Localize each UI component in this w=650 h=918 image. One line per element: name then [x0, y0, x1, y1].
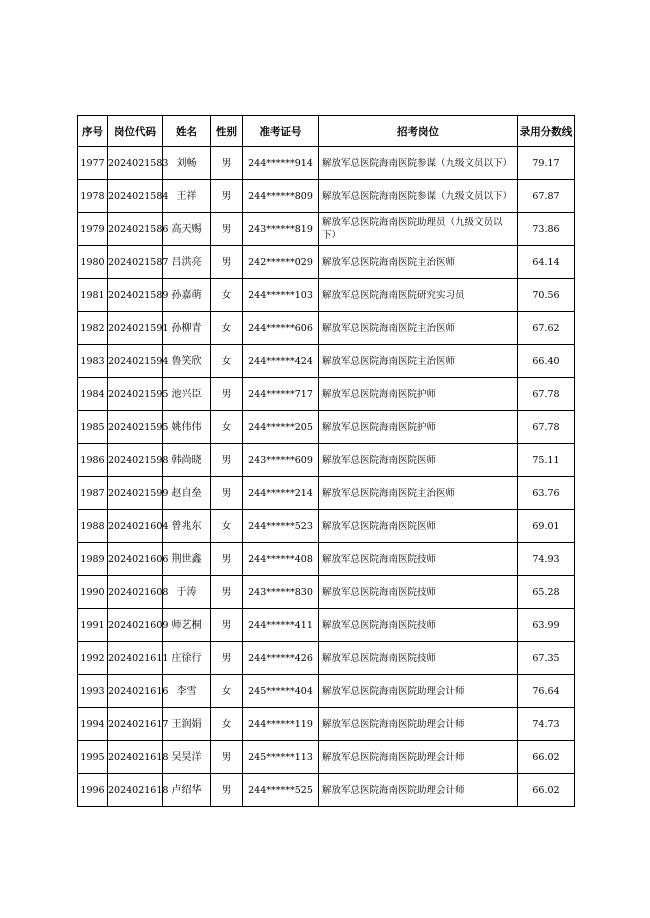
cell-score: 70.56	[518, 279, 575, 312]
cell-gender: 男	[211, 246, 243, 279]
cell-score: 64.14	[518, 246, 575, 279]
cell-gender: 男	[211, 213, 243, 246]
cell-gender: 男	[211, 774, 243, 807]
cell-name: 王润娟	[163, 708, 211, 741]
header-gender: 性别	[211, 116, 243, 147]
cell-position: 解放军总医院海南医院助理会计师	[319, 741, 518, 774]
cell-exam-id: 244******408	[243, 543, 319, 576]
cell-position-code: 2024021606	[108, 543, 163, 576]
table-row	[78, 774, 575, 807]
cell-gender: 女	[211, 510, 243, 543]
cell-gender: 女	[211, 708, 243, 741]
cell-index: 1978	[78, 180, 108, 213]
cell-score: 66.40	[518, 345, 575, 378]
table-row	[78, 411, 575, 444]
cell-position-code: 2024021616	[108, 675, 163, 708]
table-row	[78, 675, 575, 708]
cell-position: 解放军总医院海南医院技师	[319, 576, 518, 609]
cell-position-code: 2024021609	[108, 609, 163, 642]
cell-exam-id: 243******819	[243, 213, 319, 246]
cell-exam-id: 244******426	[243, 642, 319, 675]
cell-exam-id: 243******830	[243, 576, 319, 609]
table-row	[78, 477, 575, 510]
cell-score: 73.86	[518, 213, 575, 246]
cell-index: 1982	[78, 312, 108, 345]
cell-score: 74.93	[518, 543, 575, 576]
cell-position: 解放军总医院海南医院医师	[319, 510, 518, 543]
cell-position-code: 2024021591	[108, 312, 163, 345]
cell-index: 1996	[78, 774, 108, 807]
cell-score: 66.02	[518, 741, 575, 774]
cell-score: 66.02	[518, 774, 575, 807]
cell-index: 1994	[78, 708, 108, 741]
cell-position-code: 2024021598	[108, 444, 163, 477]
table-row	[78, 510, 575, 543]
cell-name: 孙嘉萌	[163, 279, 211, 312]
cell-name: 刘畅	[163, 147, 211, 180]
cell-exam-id: 244******103	[243, 279, 319, 312]
cell-position-code: 2024021589	[108, 279, 163, 312]
cell-name: 赵自垒	[163, 477, 211, 510]
cell-position: 解放军总医院海南医院主治医师	[319, 477, 518, 510]
cell-gender: 女	[211, 312, 243, 345]
cell-score: 67.78	[518, 411, 575, 444]
cell-score: 75.11	[518, 444, 575, 477]
cell-position-code: 2024021595	[108, 378, 163, 411]
header-position-code: 岗位代码	[108, 116, 163, 147]
cell-name: 庄徐行	[163, 642, 211, 675]
cell-gender: 男	[211, 147, 243, 180]
cell-exam-id: 245******404	[243, 675, 319, 708]
table-row	[78, 741, 575, 774]
cell-gender: 男	[211, 378, 243, 411]
table-row	[78, 147, 575, 180]
cell-exam-id: 244******411	[243, 609, 319, 642]
table-header	[78, 116, 575, 147]
cell-gender: 男	[211, 444, 243, 477]
cell-index: 1987	[78, 477, 108, 510]
cell-name: 吕洪亮	[163, 246, 211, 279]
cell-name: 李雪	[163, 675, 211, 708]
cell-gender: 男	[211, 180, 243, 213]
header-position: 招考岗位	[319, 116, 518, 147]
cell-name: 师艺桐	[163, 609, 211, 642]
cell-exam-id: 244******717	[243, 378, 319, 411]
cell-gender: 男	[211, 576, 243, 609]
cell-exam-id: 244******424	[243, 345, 319, 378]
cell-position-code: 2024021583	[108, 147, 163, 180]
cell-gender: 男	[211, 543, 243, 576]
cell-gender: 女	[211, 675, 243, 708]
results-table	[77, 115, 575, 807]
cell-score: 67.78	[518, 378, 575, 411]
cell-index: 1991	[78, 609, 108, 642]
cell-name: 孙柳青	[163, 312, 211, 345]
header-index: 序号	[78, 116, 108, 147]
cell-exam-id: 244******119	[243, 708, 319, 741]
header-exam-id: 准考证号	[243, 116, 319, 147]
cell-position: 解放军总医院海南医院助理员（九级文员以下）	[319, 213, 518, 246]
cell-name: 卢绍华	[163, 774, 211, 807]
table-row	[78, 576, 575, 609]
cell-index: 1984	[78, 378, 108, 411]
cell-exam-id: 242******029	[243, 246, 319, 279]
header-name: 姓名	[163, 116, 211, 147]
cell-position-code: 2024021604	[108, 510, 163, 543]
cell-position-code: 2024021617	[108, 708, 163, 741]
cell-position: 解放军总医院海南医院技师	[319, 543, 518, 576]
cell-position: 解放军总医院海南医院技师	[319, 642, 518, 675]
cell-gender: 男	[211, 642, 243, 675]
cell-index: 1986	[78, 444, 108, 477]
cell-gender: 男	[211, 609, 243, 642]
table-row	[78, 378, 575, 411]
cell-exam-id: 244******809	[243, 180, 319, 213]
cell-name: 于涛	[163, 576, 211, 609]
table-row	[78, 609, 575, 642]
table-row	[78, 543, 575, 576]
cell-score: 67.87	[518, 180, 575, 213]
cell-gender: 女	[211, 279, 243, 312]
cell-position: 解放军总医院海南医院参谋（九级文员以下）	[319, 180, 518, 213]
header-score: 录用分数线	[518, 116, 575, 147]
cell-position-code: 2024021618	[108, 774, 163, 807]
cell-index: 1995	[78, 741, 108, 774]
cell-position: 解放军总医院海南医院助理会计师	[319, 675, 518, 708]
cell-index: 1989	[78, 543, 108, 576]
cell-score: 76.64	[518, 675, 575, 708]
cell-exam-id: 243******609	[243, 444, 319, 477]
table-row	[78, 444, 575, 477]
cell-position-code: 2024021584	[108, 180, 163, 213]
cell-position: 解放军总医院海南医院研究实习员	[319, 279, 518, 312]
cell-position: 解放军总医院海南医院护师	[319, 411, 518, 444]
cell-index: 1981	[78, 279, 108, 312]
cell-name: 鲁笑欣	[163, 345, 211, 378]
table-body	[78, 147, 575, 807]
cell-score: 69.01	[518, 510, 575, 543]
cell-position-code: 2024021595	[108, 411, 163, 444]
cell-position: 解放军总医院海南医院参谋（九级文员以下）	[319, 147, 518, 180]
cell-exam-id: 244******525	[243, 774, 319, 807]
cell-exam-id: 245******113	[243, 741, 319, 774]
cell-name: 王祥	[163, 180, 211, 213]
table-row	[78, 345, 575, 378]
table-row	[78, 279, 575, 312]
cell-index: 1983	[78, 345, 108, 378]
cell-name: 吴昊洋	[163, 741, 211, 774]
cell-index: 1990	[78, 576, 108, 609]
cell-score: 79.17	[518, 147, 575, 180]
cell-score: 65.28	[518, 576, 575, 609]
cell-position-code: 2024021587	[108, 246, 163, 279]
cell-index: 1985	[78, 411, 108, 444]
table-row	[78, 642, 575, 675]
cell-index: 1980	[78, 246, 108, 279]
cell-position-code: 2024021611	[108, 642, 163, 675]
cell-position-code: 2024021618	[108, 741, 163, 774]
table-row	[78, 246, 575, 279]
cell-position: 解放军总医院海南医院主治医师	[319, 345, 518, 378]
cell-position-code: 2024021608	[108, 576, 163, 609]
header-row	[78, 116, 575, 147]
cell-gender: 男	[211, 477, 243, 510]
cell-position: 解放军总医院海南医院护师	[319, 378, 518, 411]
cell-exam-id: 244******523	[243, 510, 319, 543]
cell-exam-id: 244******214	[243, 477, 319, 510]
table-row	[78, 180, 575, 213]
cell-position-code: 2024021599	[108, 477, 163, 510]
cell-index: 1988	[78, 510, 108, 543]
cell-score: 67.62	[518, 312, 575, 345]
cell-gender: 女	[211, 345, 243, 378]
cell-index: 1993	[78, 675, 108, 708]
cell-position: 解放军总医院海南医院技师	[319, 609, 518, 642]
cell-gender: 男	[211, 741, 243, 774]
cell-position: 解放军总医院海南医院医师	[319, 444, 518, 477]
cell-name: 荆世鑫	[163, 543, 211, 576]
cell-score: 74.73	[518, 708, 575, 741]
cell-position: 解放军总医院海南医院主治医师	[319, 246, 518, 279]
cell-exam-id: 244******606	[243, 312, 319, 345]
cell-position-code: 2024021586	[108, 213, 163, 246]
cell-name: 高天赐	[163, 213, 211, 246]
cell-position-code: 2024021594	[108, 345, 163, 378]
cell-score: 63.99	[518, 609, 575, 642]
table-row	[78, 312, 575, 345]
cell-gender: 女	[211, 411, 243, 444]
table-row	[78, 708, 575, 741]
cell-name: 姚伟伟	[163, 411, 211, 444]
cell-name: 曾兆东	[163, 510, 211, 543]
cell-name: 韩尚晓	[163, 444, 211, 477]
cell-position: 解放军总医院海南医院主治医师	[319, 312, 518, 345]
cell-score: 67.35	[518, 642, 575, 675]
cell-name: 池兴臣	[163, 378, 211, 411]
cell-score: 63.76	[518, 477, 575, 510]
table-row	[78, 213, 575, 246]
cell-index: 1977	[78, 147, 108, 180]
cell-exam-id: 244******205	[243, 411, 319, 444]
cell-position: 解放军总医院海南医院助理会计师	[319, 708, 518, 741]
cell-position: 解放军总医院海南医院助理会计师	[319, 774, 518, 807]
cell-index: 1992	[78, 642, 108, 675]
cell-index: 1979	[78, 213, 108, 246]
cell-exam-id: 244******914	[243, 147, 319, 180]
